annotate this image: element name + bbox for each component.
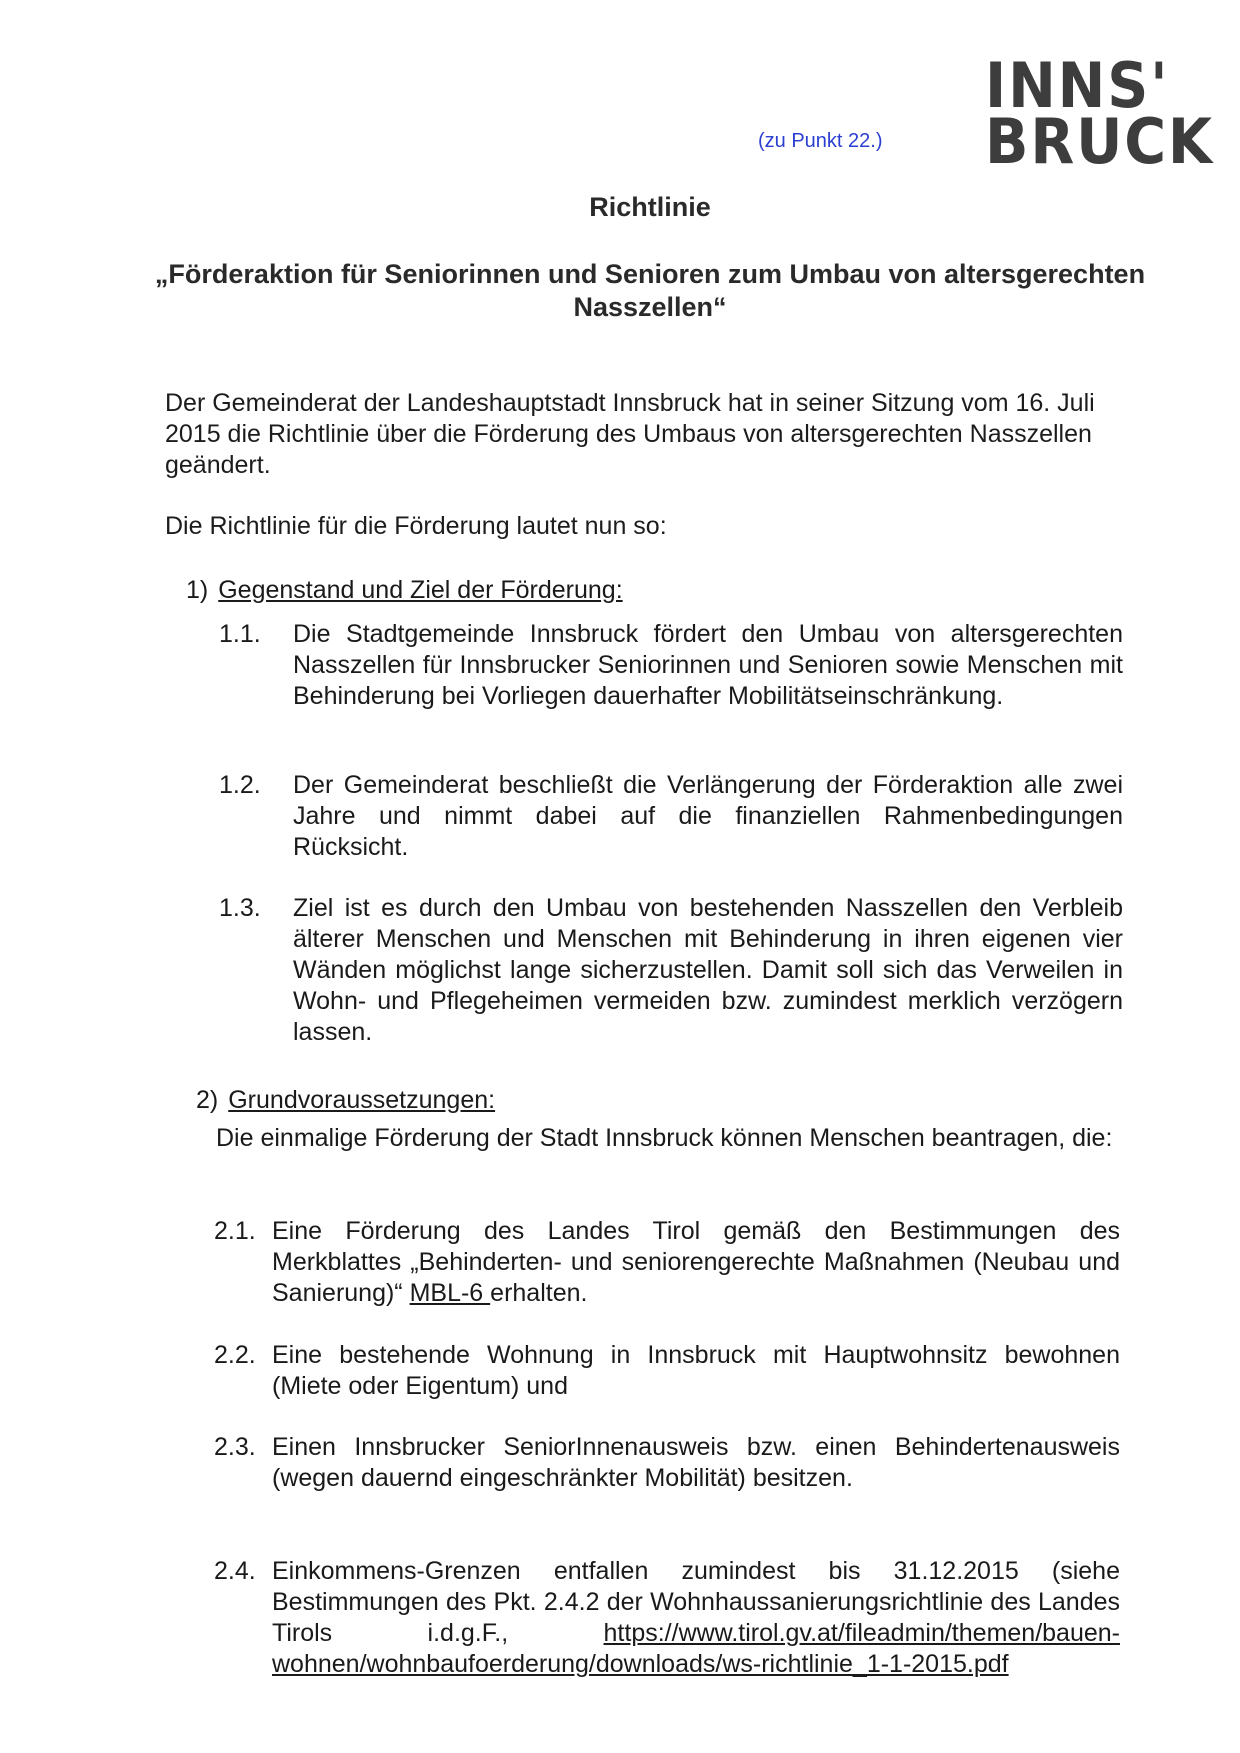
- item-number: 2.2.: [214, 1341, 256, 1369]
- mbl-reference: MBL-6: [409, 1279, 491, 1307]
- item-text: [272, 1556, 1120, 1680]
- item-text-part: Eine Förderung des Landes Tirol gemäß den Bestimmungen des Merkblattes „Behinderten- und seniorengerechte Maßnahmen (Neubau und Sanierung)“: [272, 1217, 1120, 1307]
- item-number: 2.3.: [214, 1433, 256, 1461]
- item-text-part: Einkommens-Grenzen entfallen zumindest bis 31.12.2015 (siehe Bestimmungen des Pkt. 2.4.2 der Wohnhaussanierungsrichtlinie des Landes Tirols i.d.g.F.,: [272, 1557, 1120, 1647]
- section-1-heading: [186, 575, 623, 606]
- section-2-title: Grundvoraussetzungen:: [228, 1086, 496, 1114]
- item-text: Die Stadtgemeinde Innsbruck fördert den Umbau von altersgerechten Nasszellen für Innsbrucker Seniorinnen und Senioren sowie Menschen mit Behinderung bei Vorliegen dauerhafter Mobilitätseinschränkung.: [293, 620, 1123, 710]
- section-2-number: 2): [196, 1086, 219, 1114]
- section-1-title: Gegenstand und Ziel der Förderung:: [218, 576, 623, 604]
- section-1-number: 1): [186, 576, 209, 604]
- section-2-heading: [196, 1085, 495, 1116]
- item-number: 1.3.: [219, 894, 261, 922]
- item-number: 1.1.: [219, 620, 261, 648]
- item-number: 1.2.: [219, 771, 261, 799]
- item-text: Der Gemeinderat beschließt die Verlängerung der Förderaktion alle zwei Jahre und nimmt dabei auf die finanziellen Rahmenbedingungen Rücksicht.: [293, 771, 1123, 861]
- intro-paragraph-2: Die Richtlinie für die Förderung lautet nun so:: [165, 512, 667, 540]
- logo-line-1: INNS': [985, 49, 1170, 122]
- intro-paragraph: Der Gemeinderat der Landeshauptstadt Innsbruck hat in seiner Sitzung vom 16. Juli 2015 die Richtlinie über die Förderung des Umbaus von altersgerechten Nasszellen geändert.: [165, 389, 1095, 479]
- section-2-intro: Die einmalige Förderung der Stadt Innsbruck können Menschen beantragen, die:: [216, 1124, 1113, 1152]
- page-title: Richtlinie: [589, 192, 711, 222]
- item-text: Eine bestehende Wohnung in Innsbruck mit Hauptwohnsitz bewohnen (Miete oder Eigentum) und: [272, 1341, 1120, 1400]
- item-text-part: erhalten.: [490, 1279, 588, 1307]
- logo-line-2: BRUCK: [985, 105, 1214, 178]
- item-number: 2.1.: [214, 1217, 256, 1245]
- page-subtitle: „Förderaktion für Seniorinnen und Senioren zum Umbau von altersgerechten Nasszellen“: [154, 259, 1146, 322]
- item-text: Ziel ist es durch den Umbau von bestehenden Nasszellen den Verbleib älterer Menschen und Menschen mit Behinderung in ihren eigenen vier Wänden möglichst lange sicherzustellen. Damit soll sich das Verweilen in Wohn- und Pflegeheimen vermeiden bzw. zumindest merklich verzögern lassen.: [293, 894, 1123, 1046]
- innsbruck-logo: [985, 49, 1214, 178]
- item-text: Einen Innsbrucker SeniorInnenausweis bzw. einen Behindertenausweis (wegen dauernd eingeschränkter Mobilität) besitzen.: [272, 1433, 1120, 1492]
- item-text: [272, 1216, 1120, 1309]
- guideline-link[interactable]: https://www.tirol.gv.at/fileadmin/themen/bauen-wohnen/wohnbaufoerderung/downloads/ws-richtlinie_1-1-2015.pdf: [272, 1619, 1120, 1678]
- agenda-note: (zu Punkt 22.): [758, 130, 883, 152]
- item-number: 2.4.: [214, 1557, 256, 1585]
